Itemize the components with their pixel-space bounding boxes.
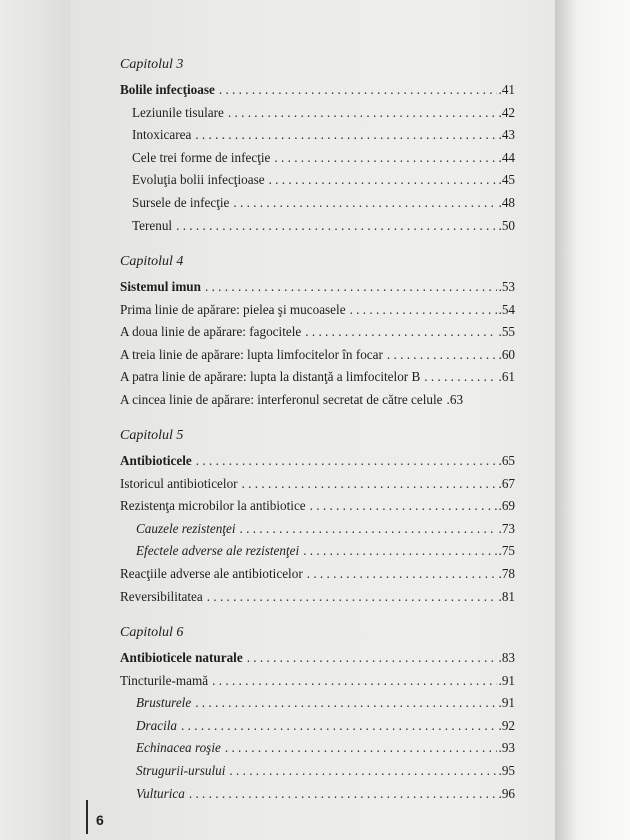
toc-entry-page: .69 [498,498,515,514]
toc-entry-page: .91 [498,672,515,688]
chapter-label: Capitolul 5 [120,428,184,443]
toc-entry-page: .54 [498,301,515,317]
toc-entry-title: Intoxicarea [132,127,192,143]
toc-entry-page: .44 [498,149,515,165]
dot-leader [207,586,497,609]
toc-entry-page: .50 [498,217,515,233]
dot-leader [242,473,497,496]
chapter-4 [120,253,515,412]
toc-entry-title: A treia linie de apărare: lupta limfocitelor în focar [120,346,383,362]
toc-entry [120,783,515,806]
chapter-5 [120,427,515,608]
toc-entry-page: .75 [498,543,515,559]
toc-entry [120,147,515,170]
toc-entry-page: .67 [498,475,515,491]
toc-entry-title: Evoluţia bolii infecţioase [132,172,265,188]
dot-leader [196,450,497,473]
toc-entry-title: Efectele adverse ale rezistenţei [136,543,300,559]
toc-entry-title: Vulturica [136,785,185,801]
toc-entry-title: Bolile infecţioase [120,82,215,97]
toc-entry-page: .53 [498,279,515,294]
toc-entry-page: .41 [498,82,515,97]
toc-entry [120,79,515,102]
dot-leader [424,366,496,389]
toc-entry [120,540,515,563]
toc-entry-page: .93 [498,740,515,756]
toc-entry [120,389,515,412]
dot-leader [387,344,497,367]
toc-entry [120,518,515,541]
toc-entry-title: Prima linie de apărare: pielea şi mucoasele [120,301,346,317]
dot-leader [228,102,497,125]
toc-entry-title: Reversibilitatea [120,588,203,604]
dot-leader [176,215,496,238]
dot-leader [307,563,497,586]
page-number: 6 [96,812,104,828]
toc-entry-page: .95 [498,762,515,778]
toc-entry-title: Antibioticele [120,453,192,468]
dot-leader [350,299,497,322]
dot-leader [247,647,497,670]
book-gutter [0,0,70,840]
dot-leader [225,737,497,760]
toc-entry-title: Antibioticele naturale [120,650,243,665]
toc-entry-page: .78 [498,565,515,581]
toc-entry-title: Cele trei forme de infecţie [132,149,271,165]
toc-entry [120,692,515,715]
toc-entry-page: .96 [498,785,515,801]
dot-leader [233,192,496,215]
toc-entry [120,473,515,496]
dot-leader [189,783,497,806]
toc-entry-page: .55 [498,324,515,340]
chapter-label: Capitolul 3 [120,57,184,72]
toc-entry [120,450,515,473]
toc-entry-page: .63 [446,391,464,407]
toc-entry-page: .83 [498,650,515,665]
toc-entry-title: Echinacea roşie [136,740,221,756]
dot-leader [240,518,497,541]
toc-entry-page: .60 [498,346,515,362]
toc-entry [120,344,515,367]
page-edge [555,0,630,840]
toc-entry-page: .81 [498,588,515,604]
toc-entry-title: Dracila [136,717,178,733]
toc-entry-title: Istoricul antibioticelor [120,475,238,491]
toc-entry-title: Cauzele rezistenţei [136,520,236,536]
toc-entry [120,299,515,322]
toc-entry-page: .91 [498,695,515,711]
toc-entry-title: A cincea linie de apărare: interferonul secretat de către celule [120,391,443,407]
toc-entry [120,760,515,783]
toc-entry-title: Brusturele [136,695,192,711]
toc-entry-page: .43 [498,127,515,143]
toc-entry [120,715,515,738]
dot-leader [269,169,497,192]
chapter-label: Capitolul 4 [120,254,184,269]
toc-entry-page: .65 [498,453,515,468]
toc-entry-title: Strugurii-ursului [136,762,226,778]
toc-entry [120,563,515,586]
dot-leader [205,276,497,299]
dot-leader [274,147,496,170]
toc-entry-title: A patra linie de apărare: lupta la distanţă a limfocitelor B [120,369,421,385]
chapter-label: Capitolul 6 [120,625,184,640]
dot-leader [212,670,496,693]
toc-entry-page: .73 [498,520,515,536]
toc-entry [120,192,515,215]
toc-entry [120,586,515,609]
toc-entry [120,102,515,125]
toc-entry-title: Tincturile-mamă [120,672,209,688]
toc-entry [120,124,515,147]
toc-entry [120,321,515,344]
toc-entry [120,276,515,299]
toc-entry-title: Reacţiile adverse ale antibioticelor [120,565,303,581]
toc-entry [120,647,515,670]
toc-entry [120,169,515,192]
toc-entry-title: Rezistenţa microbilor la antibiotice [120,498,306,514]
toc-entry [120,737,515,760]
toc-entry-page: .92 [498,717,515,733]
dot-leader [181,715,496,738]
chapter-3 [120,56,515,237]
dot-leader [303,540,496,563]
dot-leader [305,321,496,344]
toc-entry-title: Leziunile tisulare [132,104,224,120]
toc-entry [120,366,515,389]
toc-entry [120,670,515,693]
toc-entry-page: .48 [498,194,515,210]
toc-entry [120,495,515,518]
toc-entry-page: .42 [498,104,515,120]
toc-entry-title: A doua linie de apărare: fagocitele [120,324,302,340]
dot-leader [195,124,496,147]
dot-leader [229,760,496,783]
toc-entry-page: .45 [498,172,515,188]
dot-leader [310,495,497,518]
toc-entry [120,215,515,238]
toc-entry-title: Terenul [132,217,173,233]
dot-leader [195,692,496,715]
folio-rule [86,800,88,834]
toc-entry-title: Sistemul imun [120,279,201,294]
chapter-6 [120,624,515,805]
toc-entry-title: Sursele de infecţie [132,194,230,210]
toc-entry-page: .61 [498,369,515,385]
dot-leader [219,79,497,102]
